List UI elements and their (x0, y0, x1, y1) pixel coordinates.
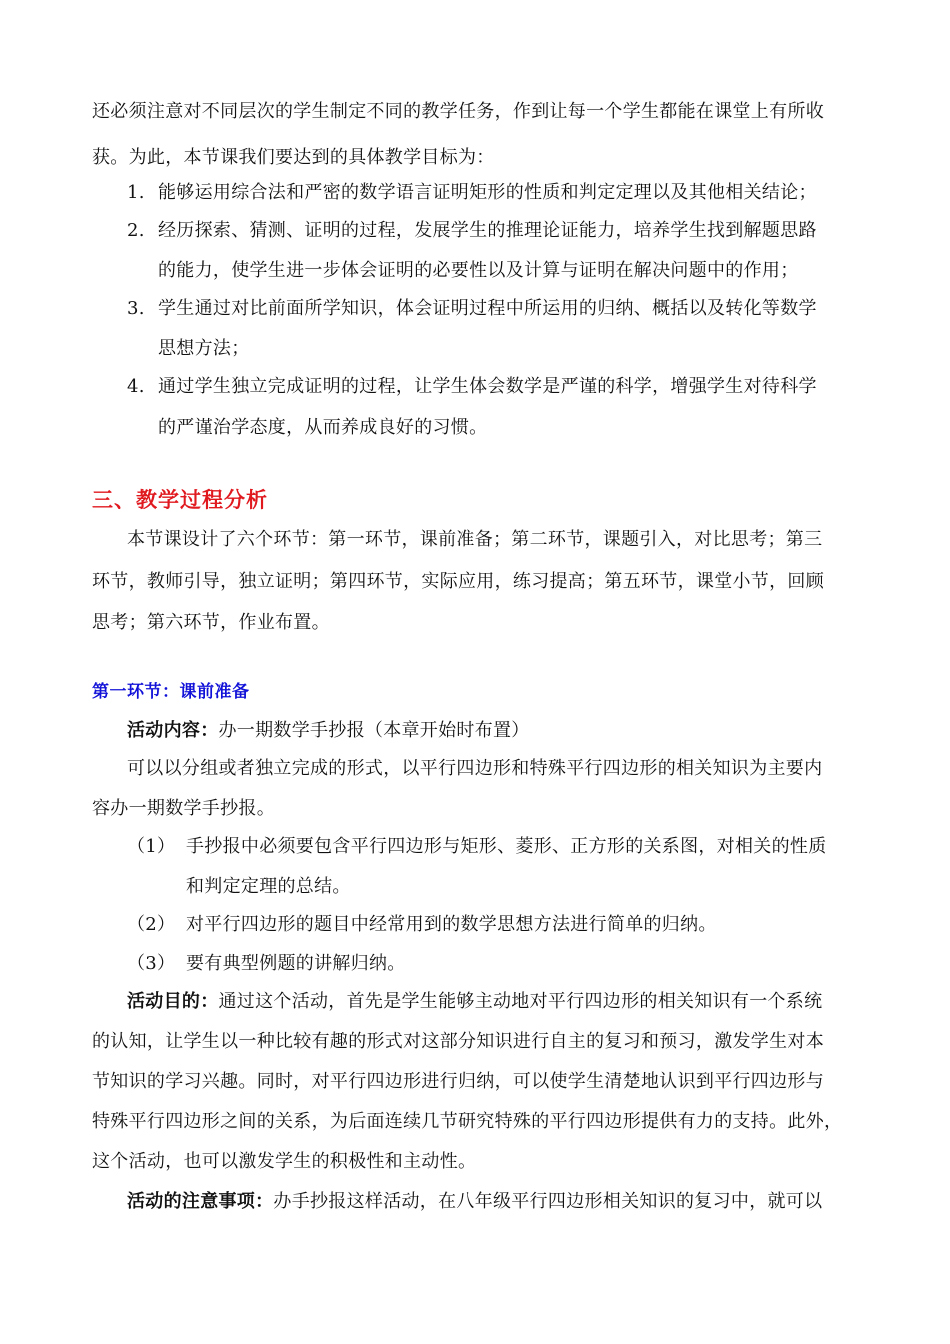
goal-number: 1. (127, 182, 145, 203)
goal-text: 能够运用综合法和严密的数学语言证明矩形的性质和判定定理以及其他相关结论； (158, 182, 817, 203)
activity-notes-text: 办手抄报这样活动，在八年级平行四边形相关知识的复习中，就可以 (273, 1191, 823, 1212)
activity-purpose-label: 活动目的： (127, 991, 219, 1012)
goal-text: 的能力，使学生进一步体会证明的必要性以及计算与证明在解决问题中的作用； (158, 260, 799, 281)
activity-content-label: 活动内容： (127, 720, 219, 741)
goal-text: 的严谨治学态度，从而养成良好的习惯。 (158, 417, 488, 438)
goal-text: 通过学生独立完成证明的过程，让学生体会数学是严谨的科学，增强学生对待科学 (158, 376, 817, 397)
item-number: （3） (127, 953, 176, 974)
activity-purpose-text: 通过这个活动，首先是学生能够主动地对平行四边形的相关知识有一个系统 (218, 991, 823, 1012)
activity-purpose-line: 这个活动，也可以激发学生的积极性和主动性。 (92, 1151, 477, 1172)
activity-content-text: 办一期数学手抄报（本章开始时布置） (218, 720, 530, 741)
item-text: 对平行四边形的题目中经常用到的数学思想方法进行简单的归纳。 (186, 914, 717, 935)
item-number: （1） (127, 836, 176, 857)
goal-number: 3. (127, 298, 145, 319)
item-text: 和判定定理的总结。 (186, 876, 351, 897)
activity-purpose-line: 节知识的学习兴趣。同时，对平行四边形进行归纳，可以使学生清楚地认识到平行四边形与 (92, 1071, 824, 1092)
goal-number: 4. (127, 376, 145, 397)
item-number: （2） (127, 914, 176, 935)
activity-notes (127, 1190, 822, 1214)
step-heading: 第一环节：课前准备 (92, 682, 250, 702)
activity-content (127, 719, 530, 743)
intro-line: 还必须注意对不同层次的学生制定不同的教学任务，作到让每一个学生都能在课堂上有所收 (92, 101, 824, 122)
item-text: 要有典型例题的讲解归纳。 (186, 953, 406, 974)
activity-description-line: 容办一期数学手抄报。 (92, 798, 275, 819)
activity-purpose (127, 990, 822, 1014)
goal-text: 思想方法； (158, 338, 250, 359)
item-text: 手抄报中必须要包含平行四边形与矩形、菱形、正方形的关系图，对相关的性质 (186, 836, 827, 857)
goal-text: 经历探索、猜测、证明的过程，发展学生的推理论证能力，培养学生找到解题思路 (158, 220, 817, 241)
intro-line: 获。为此，本节课我们要达到的具体教学目标为： (92, 147, 495, 168)
activity-description-line: 可以以分组或者独立完成的形式，以平行四边形和特殊平行四边形的相关知识为主要内 (127, 758, 823, 779)
section-paragraph-line: 本节课设计了六个环节：第一环节，课前准备；第二环节，课题引入，对比思考；第三 (127, 529, 823, 550)
activity-purpose-line: 的认知，让学生以一种比较有趣的形式对这部分知识进行自主的复习和预习，激发学生对本 (92, 1031, 824, 1052)
activity-notes-label: 活动的注意事项： (127, 1191, 274, 1212)
section-paragraph-line: 思考；第六环节，作业布置。 (92, 612, 330, 633)
section-heading: 三、教学过程分析 (92, 488, 268, 512)
goal-text: 学生通过对比前面所学知识，体会证明过程中所运用的归纳、概括以及转化等数学 (158, 298, 817, 319)
activity-purpose-line: 特殊平行四边形之间的关系，为后面连续几节研究特殊的平行四边形提供有力的支持。此外， (92, 1111, 843, 1132)
goal-number: 2. (127, 220, 145, 241)
section-paragraph-line: 环节，教师引导，独立证明；第四环节，实际应用，练习提高；第五环节，课堂小节，回顾 (92, 571, 824, 592)
